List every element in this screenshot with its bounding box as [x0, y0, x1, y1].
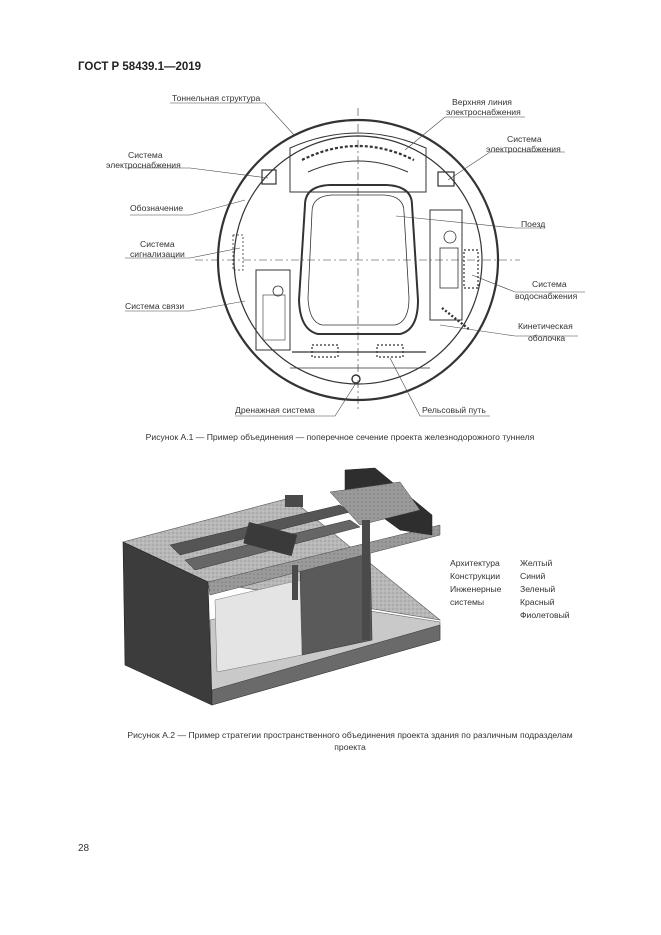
- legend-violet: Фиолетовый: [520, 610, 570, 620]
- label-drainage: Дренажная система: [235, 405, 315, 415]
- legend-architecture: Архитектура: [450, 558, 500, 568]
- building-model-figure: [110, 465, 450, 715]
- column: [362, 520, 370, 640]
- figure-a2-caption: [80, 729, 620, 753]
- legend-structures: Конструкции: [450, 571, 501, 581]
- label-power-left-2: электроснабжения: [106, 160, 181, 170]
- figure-a2-caption-line1: Рисунок А.2 — Пример стратегии пространственного объединения проекта здания по различным подразделам: [127, 730, 573, 740]
- label-water-1: Система: [532, 279, 567, 289]
- legend-systems: системы: [450, 597, 485, 607]
- label-comm: Система связи: [125, 301, 185, 311]
- legend-yellow: Желтый: [520, 558, 553, 568]
- label-signal-2: сигнализации: [130, 249, 185, 259]
- label-upper-line-2: электроснабжения: [446, 107, 521, 117]
- label-power-left-1: Система: [128, 150, 163, 160]
- label-designation: Обозначение: [130, 203, 184, 213]
- standard-header: ГОСТ Р 58439.1—2019: [78, 61, 202, 73]
- figure-a2-caption-line2: проекта: [334, 742, 366, 752]
- label-upper-line-1: Верхняя линия: [452, 97, 512, 107]
- drainage-pipe: [352, 375, 360, 383]
- kinetic-envelope: [442, 308, 470, 330]
- label-power-right-1: Система: [507, 134, 542, 144]
- legend-red: Красный: [520, 597, 555, 607]
- label-kinetic-2: оболочка: [528, 333, 566, 343]
- label-signal-1: Система: [140, 239, 175, 249]
- legend-engineering: Инженерные: [450, 584, 502, 594]
- label-kinetic-1: Кинетическая: [518, 321, 573, 331]
- train-body: [299, 185, 418, 334]
- legend-colors: [520, 557, 570, 622]
- legend-blue: Синий: [520, 571, 546, 581]
- label-tunnel-structure: Тоннельная структура: [172, 93, 261, 103]
- tunnel-cross-section-figure: [0, 80, 661, 430]
- label-train: Поезд: [521, 219, 546, 229]
- legend-disciplines: [450, 557, 501, 609]
- label-rail: Рельсовый путь: [422, 405, 486, 415]
- legend-green: Зеленый: [520, 584, 556, 594]
- label-power-right-2: электроснабжения: [486, 144, 561, 154]
- page-number: 28: [78, 843, 90, 854]
- label-water-2: водоснабжения: [515, 291, 578, 301]
- figure-a1-caption: Рисунок А.1 — Пример объединения — поперечное сечение проекта железнодорожного туннеля: [145, 432, 535, 442]
